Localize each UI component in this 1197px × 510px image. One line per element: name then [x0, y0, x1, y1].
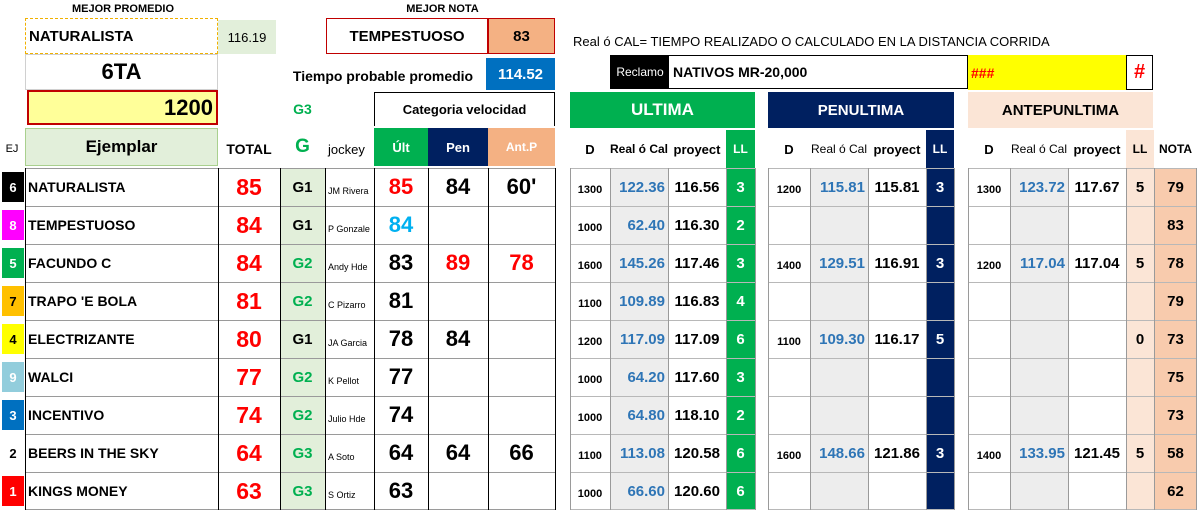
col-proy-ultima: proyect	[673, 141, 721, 157]
row-proy-penultima: 116.91	[874, 254, 920, 272]
row-ll-antepenultima: 0	[1135, 330, 1145, 348]
row-d-ultima: 1300	[577, 184, 603, 196]
row-nota: 83	[1167, 216, 1184, 234]
col-divider-left	[25, 168, 26, 510]
row-proy-antepenultima	[1068, 358, 1126, 396]
row-antp	[488, 282, 555, 320]
row-ll-penultima	[926, 472, 954, 510]
row-d-penultima: 1600	[776, 450, 802, 462]
col-antp: Ant.P	[488, 128, 555, 166]
col-divider-ultima	[726, 168, 727, 510]
row-horse-name: BEERS IN THE SKY	[28, 445, 159, 461]
row-pen: 84	[445, 326, 471, 351]
col-ult: Últ	[374, 128, 428, 166]
row-ll-antepenultima	[1126, 396, 1154, 434]
row-proy-ultima: 118.10	[674, 406, 720, 424]
row-nota: 79	[1167, 292, 1184, 310]
row-ll-ultima: 4	[736, 292, 745, 310]
mejor-nota-name: TEMPESTUOSO	[326, 18, 488, 54]
row-ll-penultima: 5	[935, 330, 945, 348]
row-proy-antepenultima	[1068, 396, 1126, 434]
row-ll-ultima: 2	[736, 216, 745, 234]
col-divider-ultima	[755, 168, 756, 510]
row-real-penultima	[810, 396, 868, 434]
row-proy-ultima: 117.60	[674, 368, 720, 386]
row-divider-antepenultima	[968, 434, 1197, 435]
hash-triple: ###	[968, 55, 1126, 90]
row-d-antepenultima	[968, 396, 1010, 434]
col-d-penultima: D	[784, 141, 794, 157]
row-antp	[488, 320, 555, 358]
row-real-penultima	[810, 472, 868, 510]
row-total: 74	[236, 401, 262, 428]
row-divider-left	[25, 282, 555, 283]
row-ult: 74	[388, 402, 414, 427]
distance-value: 1200	[27, 90, 218, 125]
row-d-penultima	[768, 472, 810, 510]
row-ll-ultima: 3	[736, 254, 745, 272]
col-real-antepenultima: Real ó Cal	[1010, 142, 1068, 156]
row-real-ultima: 66.60	[627, 482, 665, 500]
col-ll-ultima: LL	[726, 130, 755, 168]
col-ej: EJ	[5, 143, 19, 155]
col-divider-antepenultima	[1154, 168, 1155, 510]
row-ll-antepenultima: 5	[1135, 444, 1145, 462]
row-ult: 63	[388, 478, 414, 503]
row-divider-antepenultima	[968, 358, 1197, 359]
row-real-penultima: 109.30	[819, 330, 865, 348]
row-d-penultima: 1200	[776, 184, 802, 196]
row-ult: 78	[388, 326, 414, 351]
row-proy-penultima: 116.17	[874, 330, 920, 348]
row-antp	[488, 396, 555, 434]
row-d-ultima: 1600	[577, 260, 603, 272]
col-divider-penultima	[954, 168, 955, 510]
row-real-penultima: 115.81	[819, 178, 865, 196]
row-antp	[488, 206, 555, 244]
row-proy-ultima: 117.46	[674, 254, 720, 272]
row-d-ultima: 1000	[577, 374, 603, 386]
col-divider-penultima	[810, 168, 811, 510]
row-real-ultima: 145.26	[619, 254, 665, 272]
row-group: G3	[292, 444, 313, 462]
col-total: TOTAL	[226, 141, 272, 157]
row-real-penultima: 129.51	[819, 254, 865, 272]
row-proy-penultima: 115.81	[874, 178, 920, 196]
row-proy-antepenultima	[1068, 320, 1126, 358]
row-proy-ultima: 120.58	[674, 444, 720, 462]
row-d-ultima: 1000	[577, 488, 603, 500]
row-divider-left	[25, 358, 555, 359]
col-pen: Pen	[428, 128, 488, 166]
row-divider-ultima	[570, 282, 755, 283]
col-divider-antepenultima	[968, 168, 969, 510]
col-divider-left	[280, 168, 281, 510]
row-ll-antepenultima	[1126, 358, 1154, 396]
mejor-nota-label: MEJOR NOTA	[406, 3, 479, 15]
row-ej-number: 1	[2, 476, 24, 506]
row-group: G2	[292, 292, 313, 310]
row-ult: 77	[388, 364, 414, 389]
row-real-antepenultima: 117.04	[1019, 254, 1065, 272]
row-divider-left	[25, 472, 555, 473]
col-d-ultima: D	[585, 141, 595, 157]
row-ll-penultima	[926, 396, 954, 434]
row-total: 77	[236, 363, 262, 390]
row-d-ultima: 1200	[577, 336, 603, 348]
row-ll-ultima: 6	[736, 482, 745, 500]
mejor-nota-value: 83	[488, 18, 555, 54]
col-divider-ultima	[570, 168, 571, 510]
row-ll-ultima: 3	[736, 368, 745, 386]
row-group: G2	[292, 254, 313, 272]
row-pen	[428, 358, 488, 396]
row-divider-antepenultima	[968, 168, 1197, 169]
row-ej-number: 6	[2, 172, 24, 202]
row-ll-penultima	[926, 358, 954, 396]
row-divider-left	[25, 320, 555, 321]
reclamo-value: NATIVOS MR-20,000	[673, 64, 808, 80]
row-real-antepenultima	[1010, 358, 1068, 396]
row-ll-penultima	[926, 206, 954, 244]
col-divider-ultima	[668, 168, 669, 510]
row-pen	[428, 206, 488, 244]
row-ll-antepenultima	[1126, 282, 1154, 320]
row-nota: 58	[1167, 444, 1184, 462]
row-proy-antepenultima	[1068, 206, 1126, 244]
row-nota: 62	[1167, 482, 1184, 500]
reclamo-label: Reclamo	[611, 56, 669, 88]
row-pen	[428, 472, 488, 510]
col-divider-left	[488, 168, 489, 510]
row-group: G1	[292, 216, 313, 234]
row-d-antepenultima: 1200	[976, 260, 1002, 272]
col-divider-left	[374, 168, 375, 510]
row-d-penultima	[768, 282, 810, 320]
col-divider-left	[555, 168, 556, 510]
legend-note: Real ó CAL= TIEMPO REALIZADO O CALCULADO EN LA DISTANCIA CORRIDA	[573, 33, 1050, 49]
row-proy-ultima: 117.09	[674, 330, 720, 348]
row-ll-ultima: 6	[736, 330, 745, 348]
row-real-antepenultima: 123.72	[1019, 178, 1065, 196]
row-d-penultima: 1100	[777, 336, 801, 348]
row-real-antepenultima	[1010, 472, 1068, 510]
row-proy-penultima	[868, 206, 926, 244]
col-ll-antepenultima: LL	[1126, 130, 1154, 168]
row-total: 84	[236, 211, 262, 238]
categoria-velocidad: Categoria velocidad	[374, 92, 555, 126]
row-ej-number: 7	[2, 286, 24, 316]
row-jockey: Andy Hde	[328, 262, 368, 272]
row-divider-ultima	[570, 396, 755, 397]
row-ult: 85	[388, 174, 414, 199]
col-divider-antepenultima	[1010, 168, 1011, 510]
race-number: 6TA	[25, 54, 218, 90]
row-ej-number: 8	[2, 210, 24, 240]
tiempo-probable-value: 114.52	[486, 58, 555, 90]
row-proy-antepenultima	[1068, 472, 1126, 510]
row-total: 64	[236, 439, 262, 466]
row-jockey: K Pellot	[328, 376, 360, 386]
row-horse-name: WALCI	[28, 369, 74, 385]
row-total: 80	[236, 325, 262, 352]
row-proy-penultima	[868, 472, 926, 510]
row-divider-antepenultima	[968, 244, 1197, 245]
row-ll-antepenultima: 5	[1135, 178, 1145, 196]
tiempo-probable-label: Tiempo probable promedio	[292, 68, 474, 84]
col-d-antepenultima: D	[984, 141, 994, 157]
row-horse-name: INCENTIVO	[28, 407, 105, 423]
row-group: G2	[292, 368, 313, 386]
row-antp: 66	[509, 440, 534, 465]
row-ej-number: 9	[2, 362, 24, 392]
row-divider-antepenultima	[968, 396, 1197, 397]
row-horse-name: TEMPESTUOSO	[28, 217, 136, 233]
col-divider-ultima	[610, 168, 611, 510]
row-real-ultima: 64.80	[627, 406, 665, 424]
row-pen: 84	[445, 174, 471, 199]
row-nota: 75	[1167, 368, 1184, 386]
col-divider-left	[428, 168, 429, 510]
row-real-ultima: 62.40	[627, 216, 665, 234]
col-divider-antepenultima	[1068, 168, 1069, 510]
mejor-promedio-value: 116.19	[218, 20, 276, 54]
row-divider-ultima	[570, 472, 755, 473]
col-ll-penultima: LL	[926, 130, 954, 168]
row-pen: 89	[445, 250, 471, 275]
row-proy-penultima: 121.86	[874, 444, 920, 462]
row-group: G1	[292, 178, 313, 196]
row-ult: 64	[388, 440, 414, 465]
row-real-ultima: 64.20	[627, 368, 665, 386]
col-nota: NOTA	[1158, 142, 1193, 156]
row-proy-penultima	[868, 396, 926, 434]
row-real-antepenultima	[1010, 206, 1068, 244]
row-total: 81	[236, 287, 262, 314]
row-total: 85	[236, 173, 262, 200]
row-real-antepenultima: 133.95	[1019, 444, 1065, 462]
row-nota: 73	[1167, 406, 1184, 424]
row-ll-antepenultima	[1126, 472, 1154, 510]
row-d-antepenultima	[968, 358, 1010, 396]
row-divider-ultima	[570, 434, 755, 435]
col-ejemplar: Ejemplar	[25, 128, 218, 166]
row-jockey: JM Rivera	[328, 186, 369, 196]
row-divider-ultima	[570, 320, 755, 321]
row-real-antepenultima	[1010, 282, 1068, 320]
row-divider-ultima	[570, 358, 755, 359]
row-d-antepenultima: 1400	[976, 450, 1002, 462]
row-group: G3	[292, 482, 313, 500]
row-ll-penultima: 3	[935, 178, 945, 196]
row-horse-name: KINGS MONEY	[28, 483, 128, 499]
row-real-ultima: 122.36	[619, 178, 665, 196]
row-d-ultima: 1000	[577, 412, 603, 424]
group-g3-header: G3	[293, 101, 312, 117]
row-real-penultima	[810, 358, 868, 396]
row-horse-name: ELECTRIZANTE	[28, 331, 135, 347]
row-ult: 83	[388, 250, 414, 275]
row-d-antepenultima	[968, 282, 1010, 320]
row-group: G1	[292, 330, 313, 348]
row-real-penultima	[810, 206, 868, 244]
row-real-ultima: 109.89	[619, 292, 665, 310]
row-nota: 78	[1167, 254, 1184, 272]
row-antp: 78	[509, 250, 534, 275]
row-jockey: S Ortiz	[328, 490, 356, 500]
row-proy-antepenultima: 121.45	[1074, 444, 1120, 462]
row-ll-penultima: 3	[935, 444, 945, 462]
row-jockey: C Pizarro	[328, 300, 366, 310]
row-proy-antepenultima: 117.04	[1074, 254, 1120, 272]
row-d-penultima	[768, 358, 810, 396]
row-proy-penultima	[868, 282, 926, 320]
col-proy-penultima: proyect	[873, 141, 921, 157]
row-total: 84	[236, 249, 262, 276]
row-nota: 73	[1167, 330, 1184, 348]
row-d-penultima	[768, 206, 810, 244]
col-divider-penultima	[926, 168, 927, 510]
row-ll-ultima: 3	[736, 178, 745, 196]
col-real-ultima: Real ó Cal	[610, 142, 668, 156]
row-real-ultima: 117.09	[619, 330, 665, 348]
row-d-penultima: 1400	[776, 260, 802, 272]
row-divider-ultima	[570, 206, 755, 207]
row-ll-antepenultima	[1126, 206, 1154, 244]
row-proy-penultima	[868, 358, 926, 396]
row-d-ultima: 1000	[577, 222, 603, 234]
col-proy-antepenultima: proyect	[1073, 141, 1121, 157]
row-pen	[428, 396, 488, 434]
row-d-antepenultima	[968, 472, 1010, 510]
row-d-antepenultima	[968, 206, 1010, 244]
col-divider-penultima	[868, 168, 869, 510]
row-group: G2	[292, 406, 313, 424]
row-jockey: A Soto	[328, 452, 355, 462]
row-pen: 64	[445, 440, 471, 465]
row-real-penultima	[810, 282, 868, 320]
col-divider-left	[325, 168, 326, 510]
col-divider-left	[218, 168, 219, 510]
row-divider-antepenultima	[968, 206, 1197, 207]
row-proy-ultima: 120.60	[674, 482, 720, 500]
row-nota: 79	[1167, 178, 1184, 196]
row-d-antepenultima	[968, 320, 1010, 358]
row-divider-ultima	[570, 244, 755, 245]
row-jockey: Julio Hde	[328, 414, 366, 424]
row-ej-number: 3	[2, 400, 24, 430]
row-antp	[488, 472, 555, 510]
row-real-antepenultima	[1010, 320, 1068, 358]
row-ej-number: 2	[2, 438, 24, 468]
row-horse-name: FACUNDO C	[28, 255, 112, 271]
row-d-ultima: 1100	[578, 298, 602, 310]
mejor-promedio-label: MEJOR PROMEDIO	[71, 3, 175, 15]
row-proy-antepenultima	[1068, 282, 1126, 320]
row-ult: 81	[388, 288, 414, 313]
row-divider-left	[25, 206, 555, 207]
row-ll-ultima: 2	[736, 406, 745, 424]
row-divider-left	[25, 244, 555, 245]
row-ll-penultima	[926, 282, 954, 320]
row-ll-ultima: 6	[736, 444, 745, 462]
row-ej-number: 4	[2, 324, 24, 354]
row-proy-ultima: 116.30	[674, 216, 720, 234]
hash-single: #	[1126, 55, 1153, 90]
col-jockey: jockey	[328, 141, 365, 157]
row-proy-ultima: 116.83	[674, 292, 720, 310]
row-divider-left	[25, 168, 555, 169]
row-horse-name: TRAPO 'E BOLA	[28, 293, 138, 309]
row-divider-antepenultima	[968, 472, 1197, 473]
row-divider-ultima	[570, 168, 755, 169]
row-antp	[488, 358, 555, 396]
ultima-header: ULTIMA	[570, 92, 755, 128]
row-real-ultima: 113.08	[619, 444, 665, 462]
penultima-header: PENULTIMA	[768, 92, 954, 128]
col-divider-penultima	[768, 168, 769, 510]
col-real-penultima: Real ó Cal	[810, 142, 868, 156]
col-g: G	[295, 136, 310, 157]
row-total: 63	[236, 477, 262, 504]
row-jockey: JA Garcia	[328, 338, 368, 348]
mejor-promedio-name: NATURALISTA	[25, 18, 218, 54]
row-divider-antepenultima	[968, 282, 1197, 283]
row-antp: 60'	[506, 174, 537, 199]
row-ll-antepenultima: 5	[1135, 254, 1145, 272]
row-pen	[428, 282, 488, 320]
row-d-penultima	[768, 396, 810, 434]
row-proy-ultima: 116.56	[674, 178, 720, 196]
antepenultima-header: ANTEPUNLTIMA	[968, 92, 1153, 128]
row-ll-penultima: 3	[935, 254, 945, 272]
row-real-penultima: 148.66	[819, 444, 865, 462]
col-divider-antepenultima	[1126, 168, 1127, 510]
row-real-antepenultima	[1010, 396, 1068, 434]
row-divider-antepenultima	[968, 320, 1197, 321]
row-d-ultima: 1100	[578, 450, 602, 462]
row-ult: 84	[388, 212, 414, 237]
row-d-antepenultima: 1300	[976, 184, 1002, 196]
row-horse-name: NATURALISTA	[28, 179, 126, 195]
row-ej-number: 5	[2, 248, 24, 278]
row-divider-left	[25, 434, 555, 435]
row-proy-antepenultima: 117.67	[1074, 178, 1120, 196]
row-divider-left	[25, 396, 555, 397]
row-jockey: P Gonzale	[328, 224, 370, 234]
